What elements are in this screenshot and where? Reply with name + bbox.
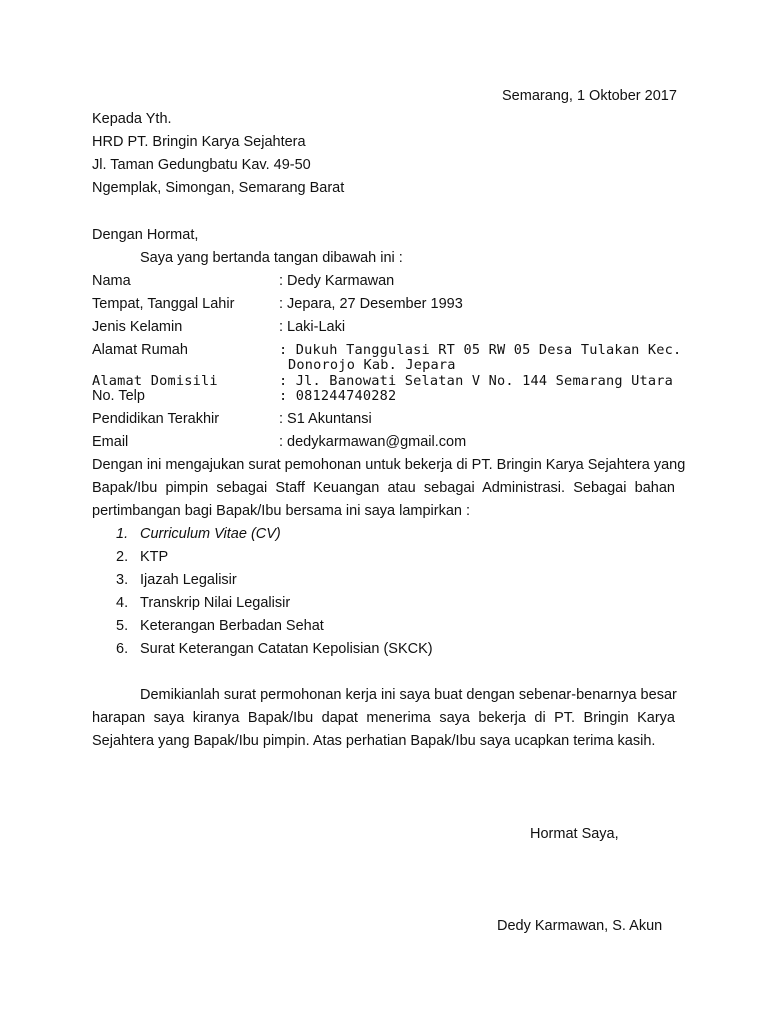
body-line: pertimbangan bagi Bapak/Ibu bersama ini saya lampirkan : <box>92 503 471 519</box>
field-label: Alamat Domisili <box>92 373 218 389</box>
list-number: 5. <box>116 618 129 634</box>
recipient-line: Jl. Taman Gedungbatu Kav. 49-50 <box>92 157 311 173</box>
salutation: Dengan Hormat, <box>92 227 199 243</box>
list-number: 1. <box>116 526 129 542</box>
field-label: No. Telp <box>92 388 145 404</box>
list-number: 3. <box>116 572 129 588</box>
list-item: Curriculum Vitae (CV) <box>140 526 281 542</box>
list-item: Transkrip Nilai Legalisir <box>140 595 291 611</box>
list-item: Ijazah Legalisir <box>140 572 237 588</box>
field-value: : Jl. Banowati Selatan V No. 144 Semarang Utara <box>279 373 674 389</box>
field-value-continued: Donorojo Kab. Jepara <box>288 357 456 373</box>
signature-name: Dedy Karmawan, S. Akun <box>497 918 663 934</box>
place-date: Semarang, 1 Oktober 2017 <box>502 88 677 104</box>
field-value: : dedykarmawan@gmail.com <box>279 434 467 450</box>
field-label: Email <box>92 434 129 450</box>
list-item: Keterangan Berbadan Sehat <box>140 618 324 634</box>
recipient-line: HRD PT. Bringin Karya Sejahtera <box>92 134 306 150</box>
field-value: : Jepara, 27 Desember 1993 <box>279 296 463 312</box>
sign-off: Hormat Saya, <box>530 826 619 842</box>
field-value: : S1 Akuntansi <box>279 411 372 427</box>
field-label: Pendidikan Terakhir <box>92 411 220 427</box>
list-number: 2. <box>116 549 129 565</box>
field-value: : Dukuh Tanggulasi RT 05 RW 05 Desa Tulakan Kec. <box>279 342 682 358</box>
list-item: Surat Keterangan Catatan Kepolisian (SKCK) <box>140 641 433 657</box>
field-label: Alamat Rumah <box>92 342 188 358</box>
list-number: 4. <box>116 595 129 611</box>
field-label: Nama <box>92 273 131 289</box>
body-line: Bapak/Ibu pimpin sebagai Staff Keuangan atau sebagai Administrasi. Sebagai bahan <box>92 480 675 496</box>
field-label: Tempat, Tanggal Lahir <box>92 296 235 312</box>
intro-line: Saya yang bertanda tangan dibawah ini : <box>140 250 403 266</box>
closing-line: Demikianlah surat permohonan kerja ini saya buat dengan sebenar-benarnya besar <box>140 687 677 703</box>
recipient-line: Kepada Yth. <box>92 111 172 127</box>
closing-line: harapan saya kiranya Bapak/Ibu dapat menerima saya bekerja di PT. Bringin Karya <box>92 710 675 726</box>
field-value: : Laki-Laki <box>279 319 346 335</box>
recipient-line: Ngemplak, Simongan, Semarang Barat <box>92 180 345 196</box>
field-value: : Dedy Karmawan <box>279 273 395 289</box>
list-item: KTP <box>140 549 169 565</box>
body-line: Dengan ini mengajukan surat pemohonan untuk bekerja di PT. Bringin Karya Sejahtera yang <box>92 457 686 473</box>
field-value: : 081244740282 <box>279 388 397 404</box>
list-number: 6. <box>116 641 129 657</box>
field-label: Jenis Kelamin <box>92 319 183 335</box>
closing-line: Sejahtera yang Bapak/Ibu pimpin. Atas perhatian Bapak/Ibu saya ucapkan terima kasih. <box>92 733 656 749</box>
